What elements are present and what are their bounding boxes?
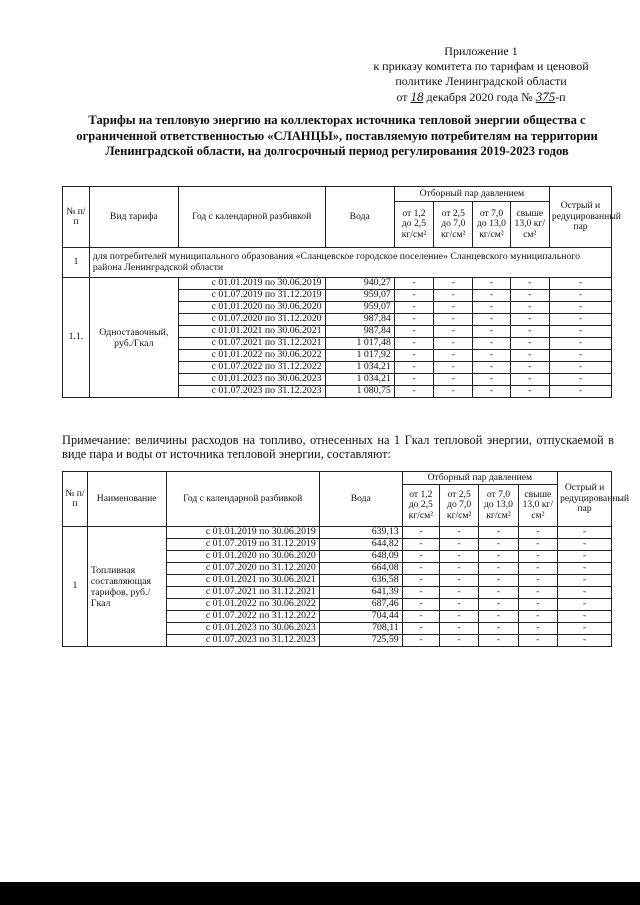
header-steam-group: Отборный пар давлением xyxy=(394,187,549,202)
note-text: Примечание: величины расходов на топливо, отнесенных на 1 Гкал тепловой энергии, отпускаемой в виде пара и воды от источника тепловой энергии, составляют: xyxy=(62,433,614,461)
steam-value-cell: - xyxy=(439,587,478,599)
water-value-cell: 940,27 xyxy=(325,278,394,290)
water-value-cell: 1 034,21 xyxy=(325,374,394,386)
header-p4: свыше 13,0 кг/см² xyxy=(518,485,557,527)
header-p2: от 2,5 до 7,0 кг/см² xyxy=(434,202,473,248)
period-cell: с 01.01.2022 по 30.06.2022 xyxy=(178,350,325,362)
steam-value-cell: - xyxy=(518,635,557,647)
steam-value-cell: - xyxy=(479,623,518,635)
period-cell: с 01.01.2023 по 30.06.2023 xyxy=(178,374,325,386)
steam-value-cell: - xyxy=(549,386,611,398)
water-value-cell: 664,08 xyxy=(319,563,402,575)
steam-value-cell: - xyxy=(439,539,478,551)
steam-value-cell: - xyxy=(510,374,549,386)
header-tariff-type: Вид тарифа xyxy=(89,187,178,248)
steam-value-cell: - xyxy=(510,386,549,398)
steam-value-cell: - xyxy=(439,623,478,635)
steam-value-cell: - xyxy=(558,527,612,539)
appendix-committee-line: политике Ленинградской области xyxy=(395,74,567,88)
water-value-cell: 648,09 xyxy=(319,551,402,563)
steam-value-cell: - xyxy=(434,338,473,350)
steam-value-cell: - xyxy=(434,350,473,362)
steam-value-cell: - xyxy=(510,350,549,362)
steam-value-cell: - xyxy=(479,527,518,539)
section-num: 1 xyxy=(63,248,90,278)
steam-value-cell: - xyxy=(402,587,439,599)
header-sharp-steam: Острый и редуцированный пар xyxy=(558,472,612,527)
steam-value-cell: - xyxy=(558,551,612,563)
period-cell: с 01.01.2022 по 30.06.2022 xyxy=(166,599,319,611)
steam-value-cell: - xyxy=(510,290,549,302)
steam-value-cell: - xyxy=(479,563,518,575)
steam-value-cell: - xyxy=(402,539,439,551)
header-p2: от 2,5 до 7,0 кг/см² xyxy=(439,485,478,527)
steam-value-cell: - xyxy=(558,587,612,599)
header-p3: от 7,0 до 13,0 кг/см² xyxy=(473,202,510,248)
steam-value-cell: - xyxy=(473,374,510,386)
steam-value-cell: - xyxy=(439,635,478,647)
appendix-date-line xyxy=(350,89,612,105)
steam-value-cell: - xyxy=(558,575,612,587)
steam-value-cell: - xyxy=(394,374,433,386)
water-value-cell: 708,11 xyxy=(319,623,402,635)
period-cell: с 01.07.2021 по 31.12.2021 xyxy=(178,338,325,350)
steam-value-cell: - xyxy=(394,302,433,314)
period-cell: с 01.01.2020 по 30.06.2020 xyxy=(178,302,325,314)
scan-bottom-edge xyxy=(0,882,640,905)
steam-value-cell: - xyxy=(394,278,433,290)
water-value-cell: 704,44 xyxy=(319,611,402,623)
steam-value-cell: - xyxy=(402,635,439,647)
steam-value-cell: - xyxy=(510,338,549,350)
steam-value-cell: - xyxy=(558,623,612,635)
tariff-type-label: Одноставочный, руб./Гкал xyxy=(89,278,178,398)
table-row xyxy=(63,527,612,539)
date-prefix: от xyxy=(396,90,408,104)
steam-value-cell: - xyxy=(479,599,518,611)
steam-value-cell: - xyxy=(394,362,433,374)
steam-value-cell: - xyxy=(479,575,518,587)
steam-value-cell: - xyxy=(473,386,510,398)
steam-value-cell: - xyxy=(402,599,439,611)
water-value-cell: 644,82 xyxy=(319,539,402,551)
steam-value-cell: - xyxy=(439,575,478,587)
steam-value-cell: - xyxy=(434,302,473,314)
water-value-cell: 636,58 xyxy=(319,575,402,587)
water-value-cell: 959,07 xyxy=(325,290,394,302)
fuel-table xyxy=(62,471,630,647)
steam-value-cell: - xyxy=(510,314,549,326)
order-suffix: -п xyxy=(555,90,566,104)
steam-value-cell: - xyxy=(439,599,478,611)
table-row xyxy=(63,278,612,290)
period-cell: с 01.01.2021 по 30.06.2021 xyxy=(166,575,319,587)
steam-value-cell: - xyxy=(518,527,557,539)
steam-value-cell: - xyxy=(558,539,612,551)
steam-value-cell: - xyxy=(558,563,612,575)
steam-value-cell: - xyxy=(549,302,611,314)
steam-value-cell: - xyxy=(434,362,473,374)
period-cell: с 01.07.2019 по 31.12.2019 xyxy=(166,539,319,551)
steam-value-cell: - xyxy=(439,527,478,539)
steam-value-cell: - xyxy=(473,302,510,314)
steam-value-cell: - xyxy=(394,338,433,350)
steam-value-cell: - xyxy=(394,290,433,302)
date-day: 18 xyxy=(410,89,424,104)
steam-value-cell: - xyxy=(510,278,549,290)
steam-value-cell: - xyxy=(510,302,549,314)
steam-value-cell: - xyxy=(394,386,433,398)
steam-value-cell: - xyxy=(402,611,439,623)
section-description: для потребителей муниципального образования «Сланцевское городское поселение» Сланцевского муниципального района Ленинградской области xyxy=(89,248,611,278)
header-name: Наименование xyxy=(87,472,166,527)
steam-value-cell: - xyxy=(439,551,478,563)
group-num: 1 xyxy=(63,527,88,647)
header-water: Вода xyxy=(319,472,402,527)
steam-value-cell: - xyxy=(402,563,439,575)
steam-value-cell: - xyxy=(402,551,439,563)
period-cell: с 01.07.2019 по 31.12.2019 xyxy=(178,290,325,302)
steam-value-cell: - xyxy=(518,575,557,587)
steam-value-cell: - xyxy=(434,374,473,386)
period-cell: с 01.07.2021 по 31.12.2021 xyxy=(166,587,319,599)
steam-value-cell: - xyxy=(518,623,557,635)
header-p3: от 7,0 до 13,0 кг/см² xyxy=(479,485,518,527)
steam-value-cell: - xyxy=(402,623,439,635)
steam-value-cell: - xyxy=(479,611,518,623)
header-num: № п/п xyxy=(63,187,90,248)
appendix-title: Приложение 1 xyxy=(444,44,518,58)
steam-value-cell: - xyxy=(473,278,510,290)
water-value-cell: 959,07 xyxy=(325,302,394,314)
period-cell: с 01.01.2023 по 30.06.2023 xyxy=(166,623,319,635)
period-cell: с 01.01.2021 по 30.06.2021 xyxy=(178,326,325,338)
header-steam-group: Отборный пар давлением xyxy=(402,472,557,485)
water-value-cell: 641,39 xyxy=(319,587,402,599)
steam-value-cell: - xyxy=(394,350,433,362)
water-value-cell: 1 017,48 xyxy=(325,338,394,350)
steam-value-cell: - xyxy=(558,611,612,623)
steam-value-cell: - xyxy=(434,278,473,290)
period-cell: с 01.07.2023 по 31.12.2023 xyxy=(166,635,319,647)
steam-value-cell: - xyxy=(518,611,557,623)
steam-value-cell: - xyxy=(479,551,518,563)
header-water: Вода xyxy=(325,187,394,248)
water-value-cell: 987,84 xyxy=(325,314,394,326)
header-period: Год с календарной разбивкой xyxy=(178,187,325,248)
steam-value-cell: - xyxy=(518,563,557,575)
steam-value-cell: - xyxy=(558,635,612,647)
steam-value-cell: - xyxy=(549,314,611,326)
steam-value-cell: - xyxy=(473,326,510,338)
steam-value-cell: - xyxy=(549,338,611,350)
steam-value-cell: - xyxy=(518,599,557,611)
water-value-cell: 639,13 xyxy=(319,527,402,539)
period-cell: с 01.01.2019 по 30.06.2019 xyxy=(178,278,325,290)
water-value-cell: 687,46 xyxy=(319,599,402,611)
period-cell: с 01.07.2023 по 31.12.2023 xyxy=(178,386,325,398)
water-value-cell: 725,59 xyxy=(319,635,402,647)
steam-value-cell: - xyxy=(510,362,549,374)
steam-value-cell: - xyxy=(434,326,473,338)
steam-value-cell: - xyxy=(479,635,518,647)
header-num: № п/п xyxy=(63,472,88,527)
steam-value-cell: - xyxy=(518,551,557,563)
steam-value-cell: - xyxy=(394,326,433,338)
period-cell: с 01.07.2020 по 31.12.2020 xyxy=(166,563,319,575)
date-text: декабря 2020 года № xyxy=(426,90,533,104)
steam-value-cell: - xyxy=(549,278,611,290)
steam-value-cell: - xyxy=(439,611,478,623)
steam-value-cell: - xyxy=(434,386,473,398)
header-p4: свыше 13,0 кг/см² xyxy=(510,202,549,248)
appendix-header xyxy=(350,44,612,105)
steam-value-cell: - xyxy=(558,599,612,611)
appendix-order-line: к приказу комитета по тарифам и ценовой xyxy=(373,59,589,73)
steam-value-cell: - xyxy=(402,575,439,587)
water-value-cell: 987,84 xyxy=(325,326,394,338)
header-sharp-steam: Острый и редуцированный пар xyxy=(549,187,611,248)
steam-value-cell: - xyxy=(473,362,510,374)
steam-value-cell: - xyxy=(473,350,510,362)
steam-value-cell: - xyxy=(473,338,510,350)
steam-value-cell: - xyxy=(510,326,549,338)
steam-value-cell: - xyxy=(549,290,611,302)
steam-value-cell: - xyxy=(549,350,611,362)
steam-value-cell: - xyxy=(434,290,473,302)
steam-value-cell: - xyxy=(473,314,510,326)
steam-value-cell: - xyxy=(439,563,478,575)
steam-value-cell: - xyxy=(549,326,611,338)
steam-value-cell: - xyxy=(549,362,611,374)
water-value-cell: 1 080,75 xyxy=(325,386,394,398)
steam-value-cell: - xyxy=(518,587,557,599)
fuel-component-label: Топливная составляющая тарифов, руб./Гкал xyxy=(87,527,166,647)
tariff-table xyxy=(62,186,621,398)
steam-value-cell: - xyxy=(518,539,557,551)
steam-value-cell: - xyxy=(402,527,439,539)
period-cell: с 01.01.2020 по 30.06.2020 xyxy=(166,551,319,563)
steam-value-cell: - xyxy=(479,587,518,599)
steam-value-cell: - xyxy=(434,314,473,326)
period-cell: с 01.07.2022 по 31.12.2022 xyxy=(178,362,325,374)
steam-value-cell: - xyxy=(549,374,611,386)
steam-value-cell: - xyxy=(394,314,433,326)
document-title: Тарифы на тепловую энергию на коллекторах источника тепловой энергии общества с ограниченной ответственностью «СЛАНЦЫ», поставляемую потребителям на территории Ленинградской области, на долгосрочный период регулирования 2019-2023 годов xyxy=(76,113,598,158)
steam-value-cell: - xyxy=(479,539,518,551)
period-cell: с 01.07.2020 по 31.12.2020 xyxy=(178,314,325,326)
group-num: 1.1. xyxy=(63,278,90,398)
period-cell: с 01.01.2019 по 30.06.2019 xyxy=(166,527,319,539)
header-p1: от 1,2 до 2,5 кг/см² xyxy=(394,202,433,248)
header-p1: от 1,2 до 2,5 кг/см² xyxy=(402,485,439,527)
water-value-cell: 1 034,21 xyxy=(325,362,394,374)
order-number: 375 xyxy=(535,89,556,104)
period-cell: с 01.07.2022 по 31.12.2022 xyxy=(166,611,319,623)
water-value-cell: 1 017,92 xyxy=(325,350,394,362)
steam-value-cell: - xyxy=(473,290,510,302)
header-period: Год с календарной разбивкой xyxy=(166,472,319,527)
